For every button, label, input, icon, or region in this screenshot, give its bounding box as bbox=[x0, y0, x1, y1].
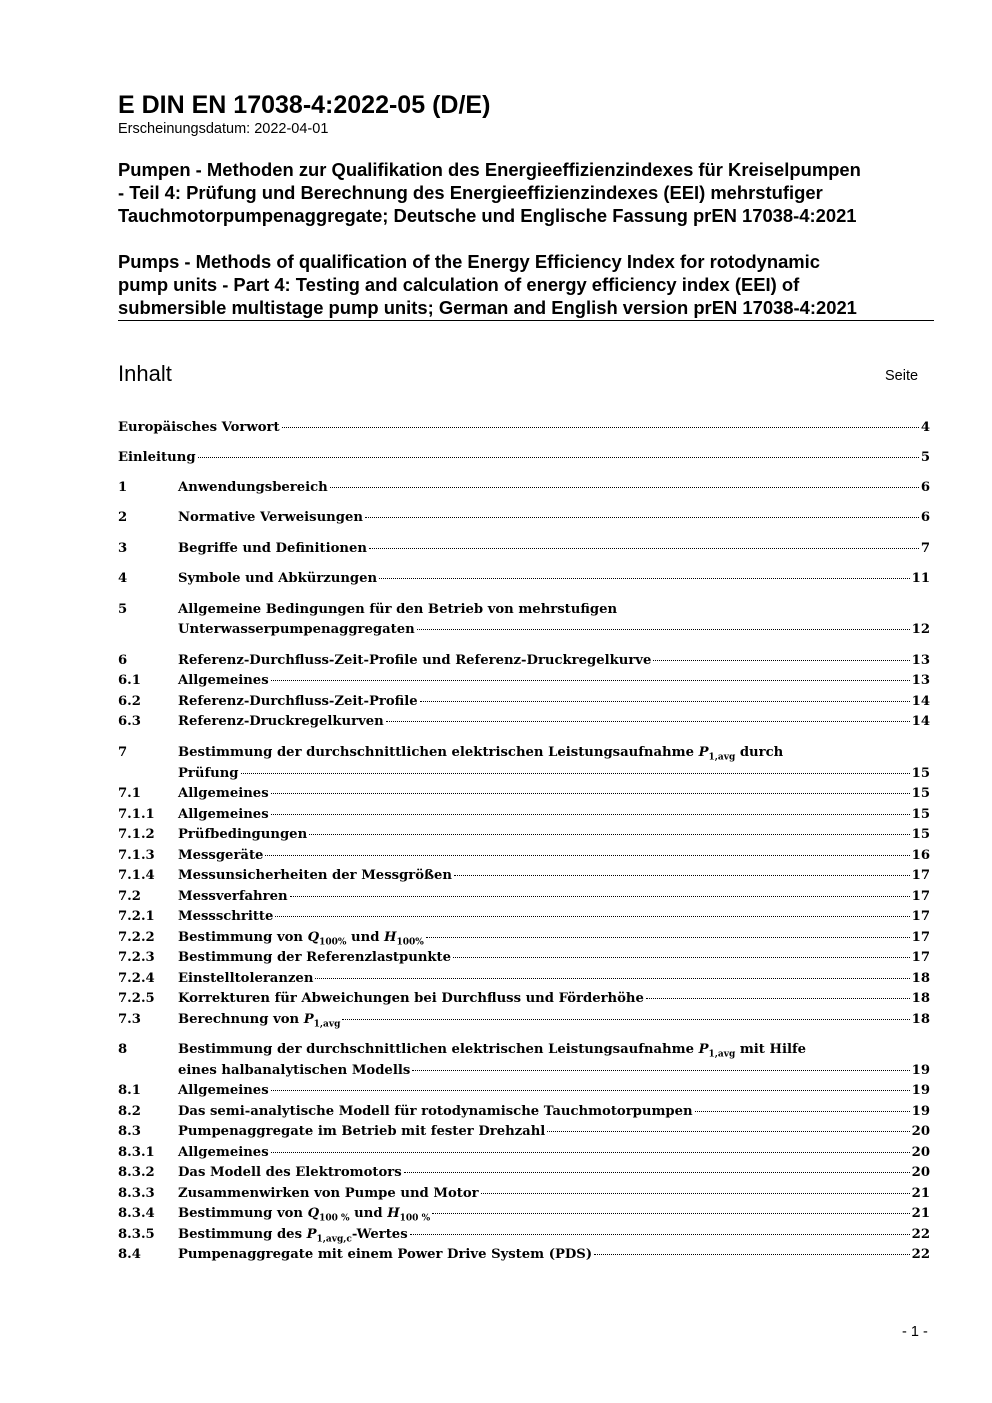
toc-entry[interactable] bbox=[118, 1245, 930, 1266]
toc-title-text: Prüfbedingungen bbox=[178, 827, 308, 842]
toc-dot-leader bbox=[241, 773, 910, 774]
toc-entry-page: 12 bbox=[911, 622, 930, 637]
toc-title-text: Europäisches Vorwort bbox=[118, 420, 280, 435]
toc-entry-page: 21 bbox=[911, 1186, 930, 1201]
toc-entry-page: 18 bbox=[911, 971, 930, 986]
toc-dot-leader bbox=[271, 1090, 910, 1091]
toc-entry-number: 6.3 bbox=[118, 714, 141, 729]
toc-entry-title bbox=[178, 825, 307, 846]
toc-title-text: Bestimmung der Referenzlastpunkte bbox=[178, 950, 452, 965]
toc-entry-number: 7.2.5 bbox=[118, 991, 155, 1006]
toc-title-text: Pumpenaggregate im Betrieb mit fester Drehzahl bbox=[178, 1124, 546, 1139]
toc-entry-title bbox=[178, 712, 384, 733]
toc-entry-page: 22 bbox=[911, 1227, 930, 1242]
toc-dot-leader bbox=[379, 578, 910, 579]
toc-entry-continuation[interactable] bbox=[118, 764, 930, 785]
toc-entry[interactable] bbox=[118, 784, 930, 805]
toc-entry-page: 6 bbox=[920, 480, 930, 495]
symbol-subscript: 1,avg,c bbox=[316, 1234, 352, 1245]
toc-entry-title bbox=[178, 1143, 269, 1164]
toc-entry[interactable] bbox=[118, 539, 930, 560]
toc-title-text: Referenz-Durchfluss-Zeit-Profile bbox=[178, 694, 418, 709]
toc-entry-number: 7 bbox=[118, 745, 128, 760]
toc-entry-title bbox=[178, 651, 651, 672]
toc-entry-title bbox=[178, 1163, 402, 1184]
math-symbol bbox=[303, 1012, 341, 1030]
toc-entry-number: 7.1.1 bbox=[118, 807, 155, 822]
toc-entry-number: 7.2.3 bbox=[118, 950, 155, 965]
toc-entry-title bbox=[178, 671, 269, 692]
toc-title-text: Messschritte bbox=[178, 909, 274, 924]
math-symbol bbox=[307, 930, 347, 948]
toc-entry-number: 8.1 bbox=[118, 1083, 141, 1098]
toc-dot-leader bbox=[271, 793, 910, 794]
toc-entry-page: 20 bbox=[911, 1124, 930, 1139]
toc-entry-title bbox=[178, 569, 377, 590]
toc-entry-page: 14 bbox=[911, 694, 930, 709]
toc-dot-leader bbox=[594, 1254, 910, 1255]
toc-entry-number: 7.1.4 bbox=[118, 868, 155, 883]
toc-entry-page: 15 bbox=[911, 807, 930, 822]
symbol-letter: P bbox=[698, 745, 709, 760]
toc-entry[interactable] bbox=[118, 887, 930, 908]
title-english-line: pump units - Part 4: Testing and calculation of energy efficiency index (EEI) of bbox=[118, 274, 800, 295]
toc-entry[interactable] bbox=[118, 1040, 930, 1061]
toc-entry-page: 13 bbox=[911, 653, 930, 668]
math-symbol bbox=[306, 1227, 352, 1245]
toc-title-text: durch bbox=[735, 745, 784, 760]
toc-title-text: -Wertes bbox=[351, 1227, 408, 1242]
math-symbol bbox=[698, 745, 736, 763]
toc-entry-page: 13 bbox=[911, 673, 930, 688]
toc-entry-page: 19 bbox=[911, 1104, 930, 1119]
toc-entry[interactable] bbox=[118, 948, 930, 969]
toc-title-text: Messunsicherheiten der Messgrößen bbox=[178, 868, 453, 883]
toc-title-text: Allgemeines bbox=[178, 1083, 269, 1098]
toc-entry-number: 7.2.2 bbox=[118, 930, 155, 945]
toc-entry-page: 22 bbox=[911, 1247, 930, 1262]
toc-dot-leader bbox=[369, 548, 919, 549]
toc-title-text: Berechnung von bbox=[178, 1012, 304, 1027]
toc-title-text: Einstelltoleranzen bbox=[178, 971, 314, 986]
toc-entry-continuation[interactable] bbox=[118, 1061, 930, 1082]
toc-title-text: Bestimmung des bbox=[178, 1227, 307, 1242]
symbol-letter: Q bbox=[307, 930, 320, 945]
toc-title-text: Messgeräte bbox=[178, 848, 264, 863]
toc-entry-title bbox=[178, 1010, 340, 1035]
toc-entry[interactable] bbox=[118, 805, 930, 826]
toc-title-text: Allgemeines bbox=[178, 673, 269, 688]
toc-entry-page: 6 bbox=[920, 510, 930, 525]
toc-entry-title bbox=[178, 692, 418, 713]
toc-entry[interactable] bbox=[118, 671, 930, 692]
toc-dot-leader bbox=[432, 1213, 910, 1214]
toc-title-text: Anwendungsbereich bbox=[178, 480, 328, 495]
toc-dot-leader bbox=[412, 1070, 909, 1071]
toc-entry-number: 6.2 bbox=[118, 694, 141, 709]
toc-page-column-label: Seite bbox=[885, 368, 919, 384]
toc-entry-title bbox=[178, 805, 269, 826]
toc-dot-leader bbox=[481, 1193, 910, 1194]
toc-entry[interactable] bbox=[118, 1204, 930, 1225]
header-divider bbox=[118, 320, 934, 321]
toc-entry-title bbox=[178, 989, 644, 1010]
toc-entry-page: 18 bbox=[911, 991, 930, 1006]
toc-entry-page: 21 bbox=[911, 1206, 930, 1221]
toc-entry[interactable] bbox=[118, 692, 930, 713]
toc-entry-title bbox=[178, 1102, 693, 1123]
title-german bbox=[118, 158, 933, 227]
toc-title-text: Das semi-analytische Modell für rotodynamische Tauchmotorpumpen bbox=[178, 1104, 693, 1119]
toc-title-text: Normative Verweisungen bbox=[178, 510, 363, 525]
toc-title-text: Allgemeines bbox=[178, 807, 269, 822]
toc-dot-leader bbox=[309, 834, 909, 835]
toc-entry-number: 6.1 bbox=[118, 673, 141, 688]
document-id: E DIN EN 17038-4:2022-05 (D/E) bbox=[118, 91, 491, 119]
toc-dot-leader bbox=[271, 814, 910, 815]
toc-entry[interactable] bbox=[118, 907, 930, 928]
symbol-letter: P bbox=[698, 1042, 709, 1057]
symbol-subscript: 100 % bbox=[399, 1213, 431, 1224]
toc-entry-page: 17 bbox=[911, 950, 930, 965]
toc-title-text: Bestimmung der durchschnittlichen elektrischen Leistungsaufnahme bbox=[178, 1042, 699, 1057]
toc-dot-leader bbox=[417, 629, 910, 630]
toc-entry-page: 19 bbox=[911, 1083, 930, 1098]
toc-entry-title bbox=[178, 887, 288, 908]
toc-entry-number: 8.3.1 bbox=[118, 1145, 155, 1160]
toc-entry[interactable] bbox=[118, 969, 930, 990]
toc-entry[interactable] bbox=[118, 1102, 930, 1123]
toc-dot-leader bbox=[420, 701, 910, 702]
toc-entry[interactable] bbox=[118, 866, 930, 887]
toc-entry-page: 18 bbox=[911, 1012, 930, 1027]
toc-entry-number: 8.4 bbox=[118, 1247, 141, 1262]
toc-title-text: Allgemeines bbox=[178, 1145, 269, 1160]
symbol-letter: P bbox=[303, 1012, 314, 1027]
symbol-letter: H bbox=[384, 930, 397, 945]
toc-title-text: Messverfahren bbox=[178, 889, 288, 904]
toc-entry-title-cont: Unterwasserpumpenaggregaten bbox=[178, 622, 415, 637]
symbol-letter: H bbox=[387, 1206, 400, 1221]
toc-entry[interactable] bbox=[118, 1225, 930, 1246]
toc-title-text: Referenz-Durchfluss-Zeit-Profile und Referenz-Druckregelkurve bbox=[178, 653, 652, 668]
toc-title-text: Bestimmung von bbox=[178, 930, 308, 945]
math-symbol bbox=[698, 1042, 736, 1060]
toc-entry-page: 15 bbox=[911, 827, 930, 842]
toc-dot-leader bbox=[646, 998, 910, 999]
title-english-line: Pumps - Methods of qualification of the Energy Efficiency Index for rotodynamic bbox=[118, 251, 820, 272]
toc-dot-leader bbox=[410, 1234, 910, 1235]
toc-entry[interactable] bbox=[118, 825, 930, 846]
toc-entry-title bbox=[178, 1122, 545, 1143]
toc-entry[interactable] bbox=[118, 1163, 930, 1184]
toc-entry-continuation[interactable] bbox=[118, 620, 930, 641]
toc-entry-number: 8.3.5 bbox=[118, 1227, 155, 1242]
toc-dot-leader bbox=[426, 937, 910, 938]
toc-entry-title-cont: eines halbanalytischen Modells bbox=[178, 1063, 411, 1078]
toc-entry-title bbox=[178, 1184, 479, 1205]
toc-entry[interactable] bbox=[118, 1184, 930, 1205]
toc-title-text: Bestimmung von bbox=[178, 1206, 308, 1221]
toc-dot-leader bbox=[271, 1152, 910, 1153]
toc-title-text: Allgemeine Bedingungen für den Betrieb von mehrstufigen bbox=[178, 602, 618, 617]
toc-entry[interactable] bbox=[118, 569, 930, 590]
toc-title-text: und bbox=[349, 1206, 388, 1221]
toc-entry-page: 11 bbox=[911, 571, 930, 586]
toc-entry[interactable] bbox=[118, 600, 930, 621]
toc-entry-title bbox=[178, 539, 367, 560]
toc-entry-number: 7.1 bbox=[118, 786, 141, 801]
toc-dot-leader bbox=[454, 875, 910, 876]
toc-entry-number: 8.3.4 bbox=[118, 1206, 155, 1221]
toc-entry-number: 2 bbox=[118, 510, 128, 525]
symbol-letter: Q bbox=[307, 1206, 320, 1221]
toc-entry-title bbox=[178, 969, 313, 990]
toc-dot-leader bbox=[290, 896, 910, 897]
toc-dot-leader bbox=[271, 680, 910, 681]
toc-entry[interactable] bbox=[118, 448, 930, 469]
toc-entry-title bbox=[178, 948, 451, 969]
symbol-letter: P bbox=[306, 1227, 317, 1242]
toc-title-text: Bestimmung der durchschnittlichen elektrischen Leistungsaufnahme bbox=[178, 745, 699, 760]
toc-dot-leader bbox=[315, 978, 909, 979]
toc-entry-number: 7.3 bbox=[118, 1012, 141, 1027]
title-german-line: Pumpen - Methoden zur Qualifikation des Energieeffizienzindexes für Kreiselpumpen bbox=[118, 159, 861, 180]
toc-dot-leader bbox=[198, 457, 919, 458]
toc-entry-number: 8.2 bbox=[118, 1104, 141, 1119]
toc-entry-number: 7.2.1 bbox=[118, 909, 155, 924]
toc-title-text: und bbox=[346, 930, 385, 945]
toc-dot-leader bbox=[342, 1019, 909, 1020]
toc-title-text: Begriffe und Definitionen bbox=[178, 541, 367, 556]
toc-title-text: Symbole und Abkürzungen bbox=[178, 571, 378, 586]
toc-entry-page: 16 bbox=[911, 848, 930, 863]
title-english-line: submersible multistage pump units; German and English version prEN 17038-4:2021 bbox=[118, 297, 857, 318]
toc-entry[interactable] bbox=[118, 651, 930, 672]
toc-entry-number: 3 bbox=[118, 541, 128, 556]
symbol-subscript: 1,avg bbox=[708, 752, 736, 763]
toc-title-text: Einleitung bbox=[118, 450, 196, 465]
toc-entry-number: 7.1.3 bbox=[118, 848, 155, 863]
toc-entry[interactable] bbox=[118, 712, 930, 733]
toc-entry[interactable] bbox=[118, 928, 930, 949]
toc-entry[interactable] bbox=[118, 1081, 930, 1102]
toc-dot-leader bbox=[365, 517, 919, 518]
toc-entry-title bbox=[178, 784, 269, 805]
symbol-subscript: 1,avg bbox=[708, 1049, 736, 1060]
toc-entry[interactable] bbox=[118, 1143, 930, 1164]
toc-dot-leader bbox=[695, 1111, 910, 1112]
toc-entry-page: 17 bbox=[911, 868, 930, 883]
toc-entry-page: 15 bbox=[911, 766, 930, 781]
toc-entry[interactable] bbox=[118, 478, 930, 499]
toc-title-text: Allgemeines bbox=[178, 786, 269, 801]
toc-dot-leader bbox=[547, 1131, 909, 1132]
math-symbol bbox=[387, 1206, 431, 1224]
symbol-subscript: 100% bbox=[319, 937, 347, 948]
toc-entry-title bbox=[178, 907, 273, 928]
toc-title-text: Zusammenwirken von Pumpe und Motor bbox=[178, 1186, 479, 1201]
toc-entry-title bbox=[178, 1081, 269, 1102]
toc-entry-number: 7.2.4 bbox=[118, 971, 155, 986]
toc-entry-page: 4 bbox=[920, 420, 930, 435]
title-german-line: Tauchmotorpumpenaggregate; Deutsche und Englische Fassung prEN 17038-4:2021 bbox=[118, 205, 857, 226]
toc-entry-page: 7 bbox=[920, 541, 930, 556]
toc-entry-title bbox=[118, 418, 280, 439]
toc-dot-leader bbox=[404, 1172, 910, 1173]
toc-entry-number: 7.1.2 bbox=[118, 827, 155, 842]
toc-entry-title bbox=[178, 1245, 592, 1266]
toc-entry-number: 8 bbox=[118, 1042, 128, 1057]
toc-entry[interactable] bbox=[118, 1010, 930, 1031]
toc-dot-leader bbox=[330, 487, 919, 488]
toc-entry[interactable] bbox=[118, 743, 930, 764]
toc-entry-title bbox=[178, 866, 452, 887]
toc-entry[interactable] bbox=[118, 846, 930, 867]
toc-title-text: Korrekturen für Abweichungen bei Durchfluss und Förderhöhe bbox=[178, 991, 644, 1006]
toc-entry-title-cont: Prüfung bbox=[178, 766, 239, 781]
toc-entry-number: 8.3.2 bbox=[118, 1165, 155, 1180]
toc-entry-number: 8.3 bbox=[118, 1124, 141, 1139]
toc-entry-title bbox=[178, 600, 617, 621]
math-symbol bbox=[384, 930, 424, 948]
toc-entry-page: 15 bbox=[911, 786, 930, 801]
toc-entry-title bbox=[178, 478, 328, 499]
toc-dot-leader bbox=[386, 721, 910, 722]
toc-entry-number: 6 bbox=[118, 653, 128, 668]
page-number: - 1 - bbox=[902, 1324, 928, 1340]
toc-entry-page: 5 bbox=[920, 450, 930, 465]
toc-entry[interactable] bbox=[118, 508, 930, 529]
toc-entry-number: 7.2 bbox=[118, 889, 141, 904]
symbol-subscript: 1,avg bbox=[313, 1019, 341, 1030]
toc-entry-page: 20 bbox=[911, 1165, 930, 1180]
symbol-subscript: 100 % bbox=[319, 1213, 350, 1224]
math-symbol bbox=[307, 1206, 350, 1224]
toc-entry-title bbox=[118, 448, 196, 469]
toc-entry[interactable] bbox=[118, 1122, 930, 1143]
toc-entry-number: 5 bbox=[118, 602, 128, 617]
toc-entry-page: 19 bbox=[911, 1063, 930, 1078]
toc-title-text: mit Hilfe bbox=[735, 1042, 807, 1057]
toc-dot-leader bbox=[453, 957, 910, 958]
symbol-subscript: 100% bbox=[396, 937, 424, 948]
toc-entry-page: 17 bbox=[911, 930, 930, 945]
toc-entry-page: 20 bbox=[911, 1145, 930, 1160]
publication-date: Erscheinungsdatum: 2022-04-01 bbox=[118, 121, 329, 137]
toc-title-text: Das Modell des Elektromotors bbox=[178, 1165, 402, 1180]
toc-entry-number: 8.3.3 bbox=[118, 1186, 155, 1201]
toc-dot-leader bbox=[653, 660, 909, 661]
toc-dot-leader bbox=[265, 855, 909, 856]
toc-entry[interactable] bbox=[118, 418, 930, 439]
title-english bbox=[118, 250, 933, 319]
toc-entry-title bbox=[178, 846, 263, 867]
toc-heading: Inhalt bbox=[118, 361, 172, 386]
toc-title-text: Pumpenaggregate mit einem Power Drive System (PDS) bbox=[178, 1247, 593, 1262]
toc-title-text: Referenz-Druckregelkurven bbox=[178, 714, 384, 729]
toc-entry-page: 17 bbox=[911, 889, 930, 904]
title-german-line: - Teil 4: Prüfung und Berechnung des Energieeffizienzindexes (EEI) mehrstufiger bbox=[118, 182, 823, 203]
toc-dot-leader bbox=[275, 916, 909, 917]
toc-dot-leader bbox=[282, 427, 919, 428]
toc-entry-title bbox=[178, 508, 363, 529]
toc-entry-number: 1 bbox=[118, 480, 128, 495]
toc-entry-number: 4 bbox=[118, 571, 128, 586]
toc-entry-page: 17 bbox=[911, 909, 930, 924]
toc-entry[interactable] bbox=[118, 989, 930, 1010]
toc-entry-page: 14 bbox=[911, 714, 930, 729]
